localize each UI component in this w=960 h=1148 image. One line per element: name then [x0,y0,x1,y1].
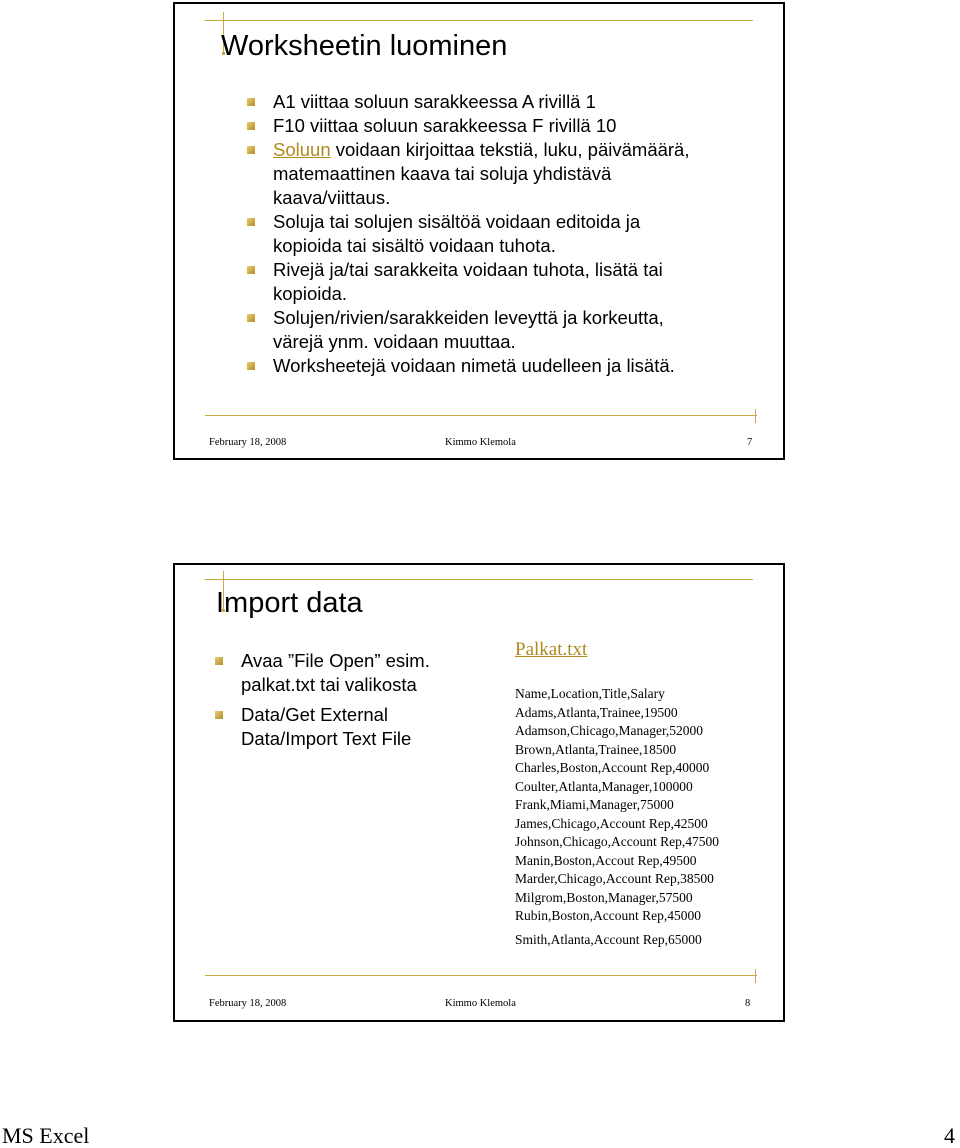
bullet-list [215,649,430,751]
ornament-top-line [205,20,753,21]
footer-date: February 18, 2008 [209,998,287,1009]
slide-7 [173,2,785,460]
square-bullet-icon [247,146,255,154]
bullet-text: Solujen/rivien/sarakkeiden leveyttä ja korkeutta, [273,307,664,328]
file-line: Johnson,Chicago,Account Rep,47500 [515,834,719,849]
file-line: Adams,Atlanta,Trainee,19500 [515,704,678,720]
file-line: James,Chicago,Account Rep,42500 [515,815,708,831]
bullet-text: palkat.txt tai valikosta [241,674,417,695]
footer-page-number: 7 [747,437,753,448]
bullet-item [247,138,690,210]
footer-author: Kimmo Klemola [445,998,516,1009]
bullet-text: värejä ynm. voidaan muuttaa. [273,331,516,352]
bullet-item [215,649,430,697]
slide-title: Import data [216,587,363,619]
bullet-item [247,306,690,354]
bullet-item [247,258,690,306]
document-page-number: 4 [944,1123,955,1148]
bullet-text: Soluja tai solujen sisältöä voidaan editoida ja [273,211,641,232]
document-footer-title: MS Excel [2,1123,90,1148]
bullet-text: A1 viittaa soluun sarakkeessa A rivillä 1 [273,91,596,112]
footer-rule [205,975,757,976]
soluun-link[interactable]: Soluun [273,139,331,160]
footer-rule [205,415,757,416]
file-line: Charles,Boston,Account Rep,40000 [515,760,710,775]
square-bullet-icon [247,122,255,130]
file-line: Name,Location,Title,Salary [515,686,665,701]
square-bullet-icon [247,98,255,106]
file-line: Marder,Chicago,Account Rep,38500 [515,871,714,886]
bullet-text: F10 viittaa soluun sarakkeessa F rivillä 10 [273,115,617,136]
square-bullet-icon [247,314,255,322]
file-contents [515,685,719,949]
bullet-text: kopioida tai sisältö voidaan tuhota. [273,235,556,256]
footer-date: February 18, 2008 [209,437,287,448]
bullet-text: voidaan kirjoittaa tekstiä, luku, päivämäärä, [330,139,690,160]
file-line: Coulter,Atlanta,Manager,100000 [515,778,693,794]
footer-author: Kimmo Klemola [445,437,516,448]
bullet-text: kopioida. [273,283,348,304]
file-line: Milgrom,Boston,Manager,57500 [515,889,693,905]
file-line: Smith,Atlanta,Account Rep,65000 [515,931,702,947]
bullet-item [247,210,690,258]
footer-rule-tick [755,409,756,423]
footer-rule-tick [755,969,756,983]
file-line: Frank,Miami,Manager,75000 [515,797,674,812]
file-title-link[interactable]: Palkat.txt [515,639,588,660]
bullet-item [247,114,690,138]
bullet-text: Data/Import Text File [241,728,412,749]
slide-8 [173,563,785,1022]
bullet-item [247,354,690,378]
bullet-text: kaava/viittaus. [273,187,391,208]
square-bullet-icon [215,657,223,665]
bullet-text: Avaa ”File Open” esim. [241,650,430,671]
file-line: Brown,Atlanta,Trainee,18500 [515,741,677,757]
file-line: Rubin,Boston,Account Rep,45000 [515,908,701,923]
square-bullet-icon [247,266,255,274]
footer-page-number: 8 [745,998,751,1009]
file-line: Manin,Boston,Accout Rep,49500 [515,852,697,868]
bullet-list [247,90,690,378]
bullet-text: Rivejä ja/tai sarakkeita voidaan tuhota, lisätä tai [273,259,663,280]
square-bullet-icon [215,711,223,719]
square-bullet-icon [247,362,255,370]
ornament-top-line [205,579,753,580]
bullet-item [215,703,430,751]
bullet-text: matemaattinen kaava tai soluja yhdistävä [273,163,612,184]
bullet-text: Data/Get External [241,704,389,725]
bullet-item [247,90,690,114]
slide-title: Worksheetin luominen [221,30,508,62]
bullet-text: Worksheetejä voidaan nimetä uudelleen ja lisätä. [273,355,675,376]
square-bullet-icon [247,218,255,226]
file-line: Adamson,Chicago,Manager,52000 [515,723,704,738]
